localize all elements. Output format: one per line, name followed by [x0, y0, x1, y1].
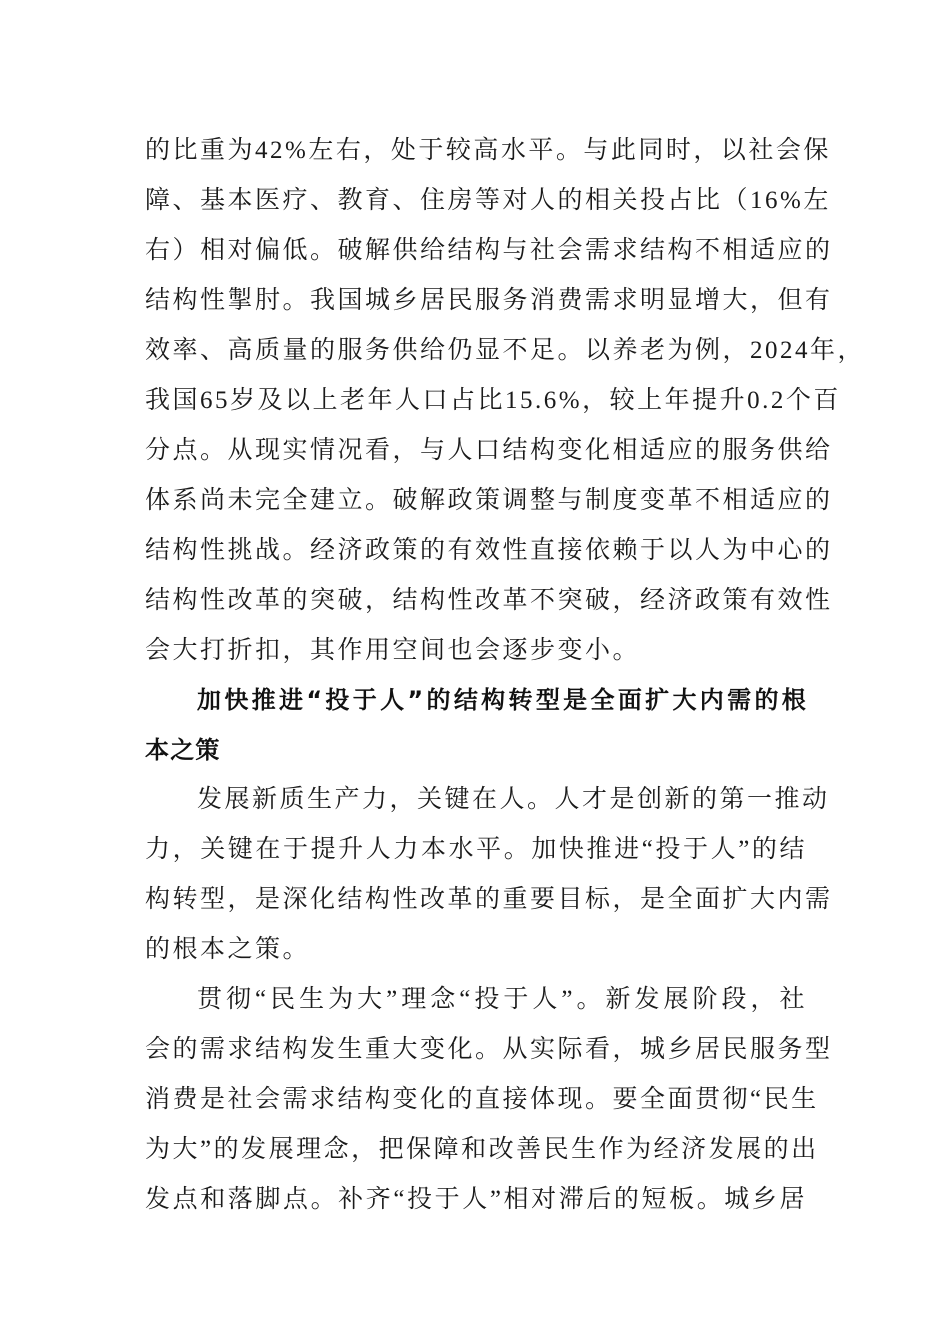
text-line: 贯彻“民生为大”理念“投于人”。新发展阶段，社: [197, 986, 807, 1013]
body-paragraph-2: [145, 775, 833, 975]
text-line: 的比重为42%左右，处于较高水平。与此同时，以社会保: [145, 137, 831, 164]
text-line: 的根本之策。: [145, 936, 311, 963]
text-line: 发展新质生产力，关键在人。人才是创新的第一推动: [197, 786, 830, 813]
text-line: 构转型，是深化结构性改革的重要目标，是全面扩大内需: [145, 886, 833, 913]
text-line: 消费是社会需求结构变化的直接体现。要全面贯彻“民生: [145, 1086, 819, 1113]
text-line: 力，关键在于提升人力本水平。加快推进“投于人”的结: [145, 836, 807, 863]
text-line: 结构性挑战。经济政策的有效性直接依赖于以人为中心的: [145, 537, 833, 564]
text-line: 分点。从现实情况看，与人口结构变化相适应的服务供给: [145, 437, 833, 464]
text-line: 为大”的发展理念，把保障和改善民生作为经济发展的出: [145, 1136, 819, 1163]
text-line: 会的需求结构发生重大变化。从实际看，城乡居民服务型: [145, 1036, 833, 1063]
text-line: 发点和落脚点。补齐“投于人”相对滞后的短板。城乡居: [145, 1186, 807, 1213]
section-heading: [145, 675, 807, 775]
text-line: 我国65岁及以上老年人口占比15.6%，较上年提升0.2个百: [145, 387, 841, 414]
body-paragraph-3: [145, 975, 833, 1225]
text-line: 会大打折扣，其作用空间也会逐步变小。: [145, 637, 641, 664]
text-line: 结构性改革的突破，结构性改革不突破，经济政策有效性: [145, 587, 833, 614]
heading-line: 本之策: [145, 736, 221, 764]
body-paragraph-1: [145, 126, 866, 676]
text-line: 障、基本医疗、教育、住房等对人的相关投占比（16%左: [145, 187, 831, 214]
text-line: 右）相对偏低。破解供给结构与社会需求结构不相适应的: [145, 237, 833, 264]
text-line: 体系尚未完全建立。破解政策调整与制度变革不相适应的: [145, 487, 833, 514]
text-line: 效率、高质量的服务供给仍显不足。以养老为例，2024年，: [145, 337, 866, 364]
heading-line: 加快推进“投于人”的结构转型是全面扩大内需的根: [197, 686, 807, 714]
text-line: 结构性掣肘。我国城乡居民服务消费需求明显增大，但有: [145, 287, 833, 314]
